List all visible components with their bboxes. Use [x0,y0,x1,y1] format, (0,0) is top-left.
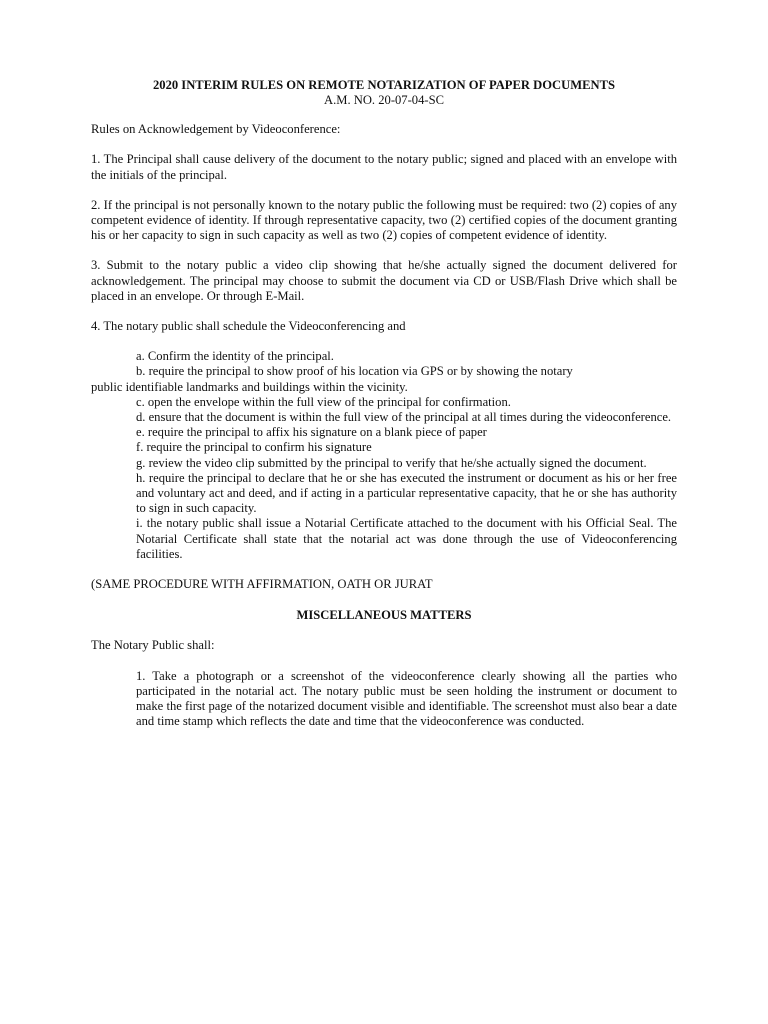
step-b: b. require the principal to show proof of his location via GPS or by showing the notary [136,364,573,379]
intro-text: Rules on Acknowledgement by Videoconference: [91,122,341,137]
rule-paragraph-3: 3. Submit to the notary public a video clip showing that he/she actually signed the document delivered for acknowledgement. The principal may choose to submit the document via CD or USB/Flash Drive which shall be placed in an envelope. Or through E-Mail. [91,258,677,303]
document-title: 2020 INTERIM RULES ON REMOTE NOTARIZATION OF PAPER DOCUMENTS [152,78,616,92]
step-e: e. require the principal to affix his signature on a blank piece of paper [136,425,487,440]
rule-paragraph-4: 4. The notary public shall schedule the Videoconferencing and [91,319,406,334]
misc-item-1: 1. Take a photograph or a screenshot of the videoconference clearly showing all the parties who participated in the notarial act. The notary public must be seen holding the instrument or document to make the first page of the notarized document visible and identifiable. The screenshot must also bear a date and time stamp which reflects the date and time that the videoconference was conducted. [136,668,677,729]
rule-paragraph-1: 1. The Principal shall cause delivery of the document to the notary public; signed and placed with an envelope with the initials of the principal. [91,152,677,182]
videoconference-steps [91,349,677,562]
step-a: a. Confirm the identity of the principal. [136,349,334,364]
document-subtitle: A.M. NO. 20-07-04-SC [324,93,444,107]
step-i: i. the notary public shall issue a Notarial Certificate attached to the document with his Official Seal. The Notarial Certificate shall state that the notarial act was done through the use of Videoconferencing facilities. [136,516,677,561]
step-c: c. open the envelope within the full view of the principal for confirmation. [136,394,511,409]
step-h: h. require the principal to declare that he or she has executed the instrument or document as his or her free and voluntary act and deed, and if acting in a particular representative capacity, that he or she has authority to sign in such capacity. [136,470,677,516]
same-procedure-note: (SAME PROCEDURE WITH AFFIRMATION, OATH OR JURAT [91,577,433,592]
notary-shall-text: The Notary Public shall: [91,638,215,653]
misc-heading: MISCELLANEOUS MATTERS [296,608,472,623]
step-g: g. review the video clip submitted by the principal to verify that he/she actually signed the document. [136,455,647,470]
step-b-continued: public identifiable landmarks and buildings within the vicinity. [91,379,408,394]
step-f: f. require the principal to confirm his signature [136,440,372,455]
rule-paragraph-2: 2. If the principal is not personally known to the notary public the following must be required: two (2) copies of any competent evidence of identity. If through representative capacity, two (2) certified copies of the document granting his or her capacity to sign in such capacity as well as two (2) copies of competent evidence of identity. [91,197,677,243]
step-d: d. ensure that the document is within the full view of the principal at all times during the videoconference. [136,410,672,425]
